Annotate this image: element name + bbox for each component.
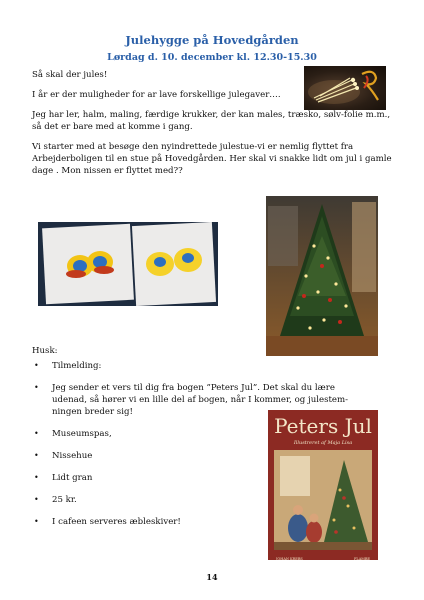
book-title: Peters Jul [274,414,372,438]
book-author: JOHAN KREBS [276,557,303,560]
book-subtitle: Illustreret af Maja Lisa [293,440,353,446]
list-item: • Lidt gran [32,472,362,484]
candle-ornament-photo [304,66,386,110]
list-item: • Jeg sender et vers til dig fra bogen ”Peters Jul”. Det skal du lære udenad, så hører vi en lille del af bogen, når I kommer, og julestem-ningen breder sig! [32,382,362,418]
peters-jul-book-cover [268,410,378,560]
book-illustration [274,450,372,550]
list-item: • Museumspas, [32,428,362,440]
paragraph-materials: Jeg har ler, halm, maling, færdige krukker, der kan males, træsko, sølv-folie m.m., så det er bare med at komme i gang. [32,110,391,132]
page-number: 14 [206,572,218,582]
list-item: • Tilmelding: [32,360,362,372]
event-date-subtitle: Lørdag d. 10. december kl. 12.30-15.30 [107,52,317,63]
list-item: • I cafeen serveres æbleskiver! [32,516,362,528]
christmas-tree-photo [266,196,378,356]
husk-label: Husk: [32,346,58,356]
book-publisher: FLAMBE [354,557,370,560]
paragraph-gifts: I år er der muligheder for ar lave forskellige julegaver…. [32,90,281,100]
list-item: • 25 kr. [32,494,362,506]
paragraph-intro: Så skal der jules! [32,70,108,80]
page-title: Julehygge på Hovedgården [125,33,299,47]
list-item: • Nissehue [32,450,362,462]
paragraph-visit: Vi starter med at besøge den nyindrettede julestue-vi er nemlig flyttet fra Arbejderboligen til en stue på Hovedgården. Her skal vi snakke lidt om jul i gamle dage . Mon nissen er flyttet med?? [32,142,392,176]
clogs-photo [38,222,218,306]
